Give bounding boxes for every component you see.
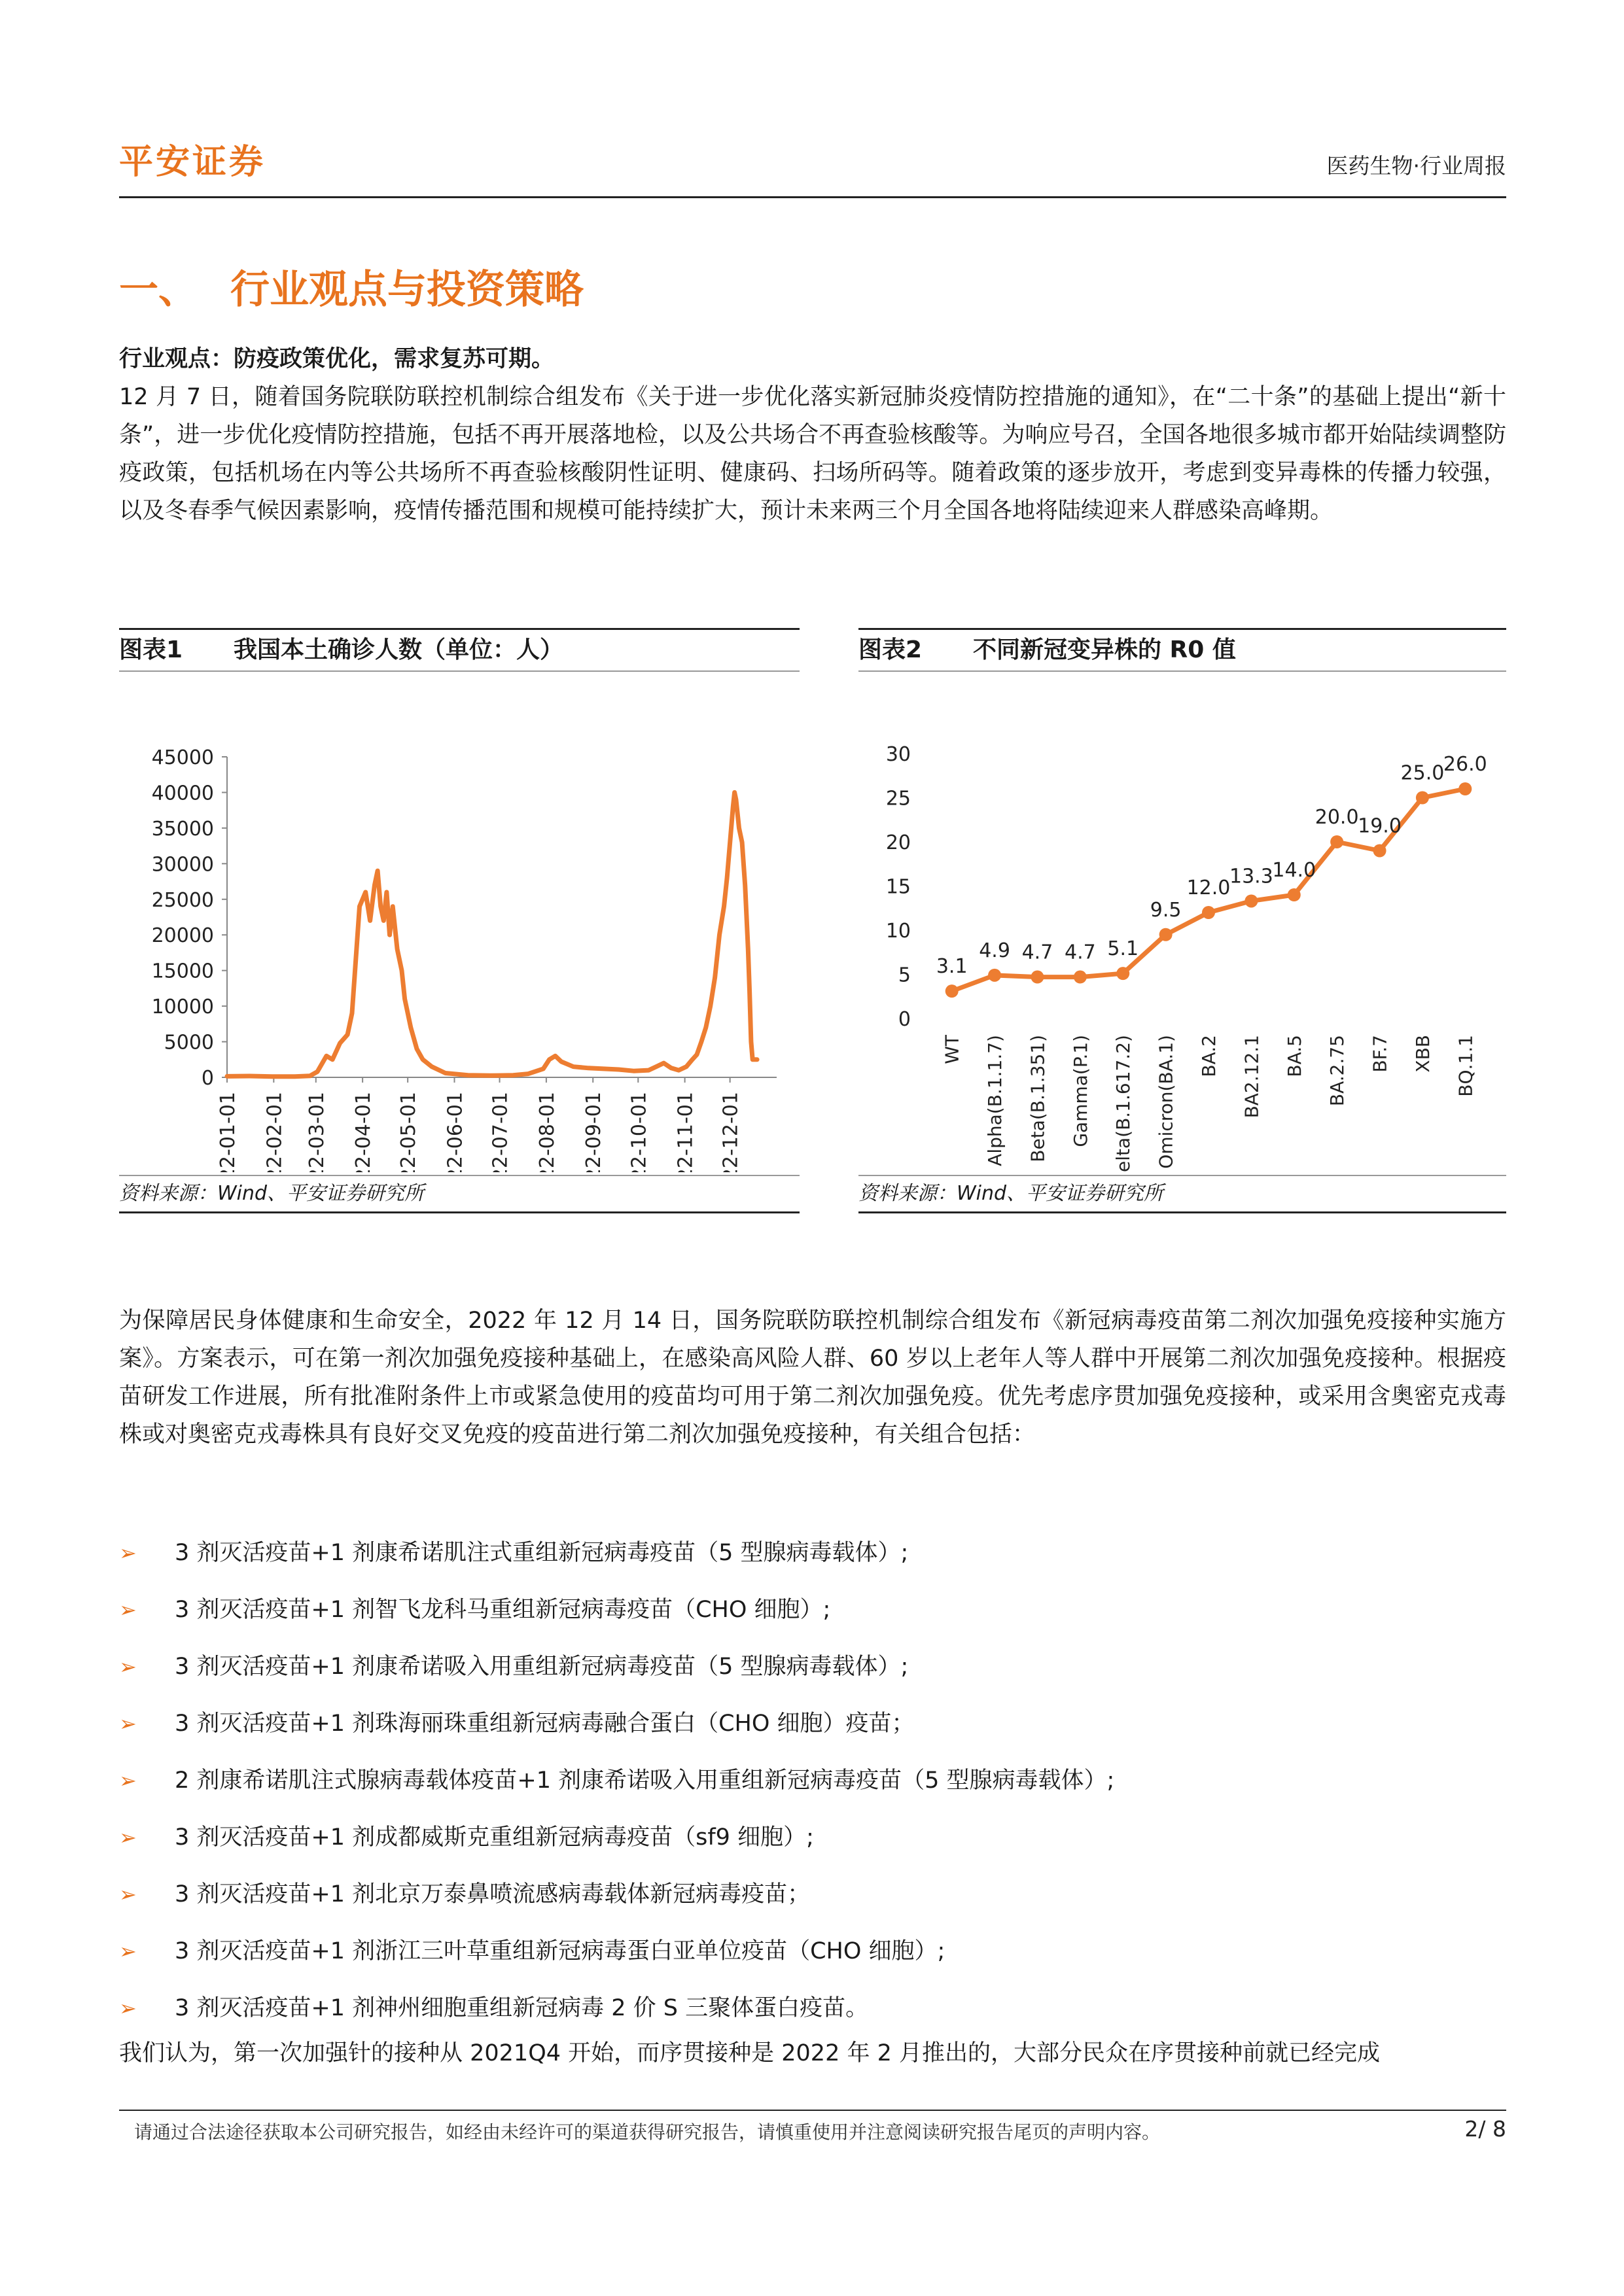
x-tick-label: Beta(B.1.351) xyxy=(1027,1035,1049,1162)
x-tick-label: 2022-11-01 xyxy=(674,1092,697,1172)
arrow-bullet-icon: ➢ xyxy=(119,1540,137,1565)
data-point xyxy=(1116,967,1129,980)
figure-2-header xyxy=(858,628,1506,672)
data-label: 4.7 xyxy=(1021,941,1053,964)
x-tick-label: 2022-06-01 xyxy=(444,1092,467,1172)
company-logo: 平安证券 xyxy=(119,143,266,182)
x-tick-label: 2022-05-01 xyxy=(397,1092,421,1172)
x-tick-label: 2022-04-01 xyxy=(352,1092,376,1172)
data-point xyxy=(1202,906,1215,919)
figure-2-source: 资料来源：Wind、平安证券研究所 xyxy=(858,1175,1506,1213)
report-type: 医药生物·行业周报 xyxy=(1326,153,1506,179)
x-tick-label: 2022-03-01 xyxy=(305,1092,328,1172)
footer-disclaimer: 请通过合法途径获取本公司研究报告，如经由未经许可的渠道获得研究报告，请慎重使用并注意阅读研究报告尾页的声明内容。 xyxy=(134,2121,1161,2143)
x-tick-label: 2022-07-01 xyxy=(489,1092,512,1172)
data-label: 13.3 xyxy=(1229,865,1273,888)
figure-1-title: 我国本土确诊人数（单位：人） xyxy=(234,636,564,663)
x-tick-label: BA.5 xyxy=(1283,1035,1305,1077)
data-label: 20.0 xyxy=(1315,806,1359,829)
viewpoint-paragraph: 12 月 7 日，随着国务院联防联控机制综合组发布《关于进一步优化落实新冠肺炎疫情防控措施的通知》，在“二十条”的基础上提出“新十条”，进一步优化疫情防控措施，包括不再开展落地检，以及公共场合不再查验核酸等。为响应号召，全国各地很多城市都开始陆续调整防疫政策，包括机场在内等公共场所不再查验核酸阴性证明、健康码、扫场所码等。随着政策的逐步放开，考虑到变异毒株的传播力较强，以及冬春季气候因素影响，疫情传播范围和规模可能持续扩大，预计未来两三个月全国各地将陆续迎来人群感染高峰期。 xyxy=(119,384,1506,524)
y-tick-label: 25000 xyxy=(151,888,214,912)
x-tick-label: 2022-09-01 xyxy=(582,1092,606,1172)
series-line xyxy=(227,792,757,1076)
data-label: 5.1 xyxy=(1107,937,1139,961)
x-tick-label: Delta(B.1.617.2) xyxy=(1112,1035,1135,1172)
data-point xyxy=(1416,791,1429,805)
section-heading xyxy=(119,258,584,315)
footer-divider xyxy=(119,2110,1506,2111)
data-label: 3.1 xyxy=(936,955,968,979)
y-tick-label: 25 xyxy=(885,787,911,810)
vaccine-paragraph: 为保障居民身体健康和生命安全，2022 年 12 月 14 日，国务院联防联控机制综合组发布《新冠病毒疫苗第二剂次加强免疫接种实施方案》。方案表示，可在第一剂次加强免疫接种基础上，在感染高风险人群、60 岁以上老年人等人群中开展第二剂次加强免疫接种。根据疫苗研发工作进展，所有批准附条件上市或紧急使用的疫苗均可用于第二剂次加强免疫。优先考虑序贯加强免疫接种，或采用含奥密克戎毒株或对奥密克戎毒株具有良好交叉免疫的疫苗进行第二剂次加强免疫接种，有关组合包括： xyxy=(119,1308,1506,1448)
y-tick-label: 15 xyxy=(885,875,911,899)
data-label: 4.7 xyxy=(1064,941,1096,964)
x-tick-label: WT xyxy=(941,1035,963,1064)
x-tick-label: 2022-08-01 xyxy=(535,1092,559,1172)
figure-2-title: 不同新冠变异株的 R0 值 xyxy=(973,636,1236,663)
figure-1-number: 图表1 xyxy=(119,636,183,663)
data-point xyxy=(1159,928,1173,941)
x-tick-label: BA2.12.1 xyxy=(1241,1035,1263,1119)
figure-2-number: 图表2 xyxy=(858,636,923,663)
data-point xyxy=(988,969,1001,982)
data-point xyxy=(1373,844,1386,858)
figure-1-header xyxy=(119,628,800,672)
arrow-bullet-icon: ➢ xyxy=(119,1768,137,1793)
arrow-bullet-icon: ➢ xyxy=(119,1825,137,1850)
y-tick-label: 40000 xyxy=(151,782,214,805)
y-tick-label: 45000 xyxy=(151,746,214,769)
section-number: 一、 xyxy=(119,267,198,313)
y-tick-label: 20 xyxy=(885,831,911,854)
data-point xyxy=(1288,888,1301,901)
x-tick-label: 2022-02-01 xyxy=(263,1092,287,1172)
y-tick-label: 30 xyxy=(885,743,911,766)
page-number: 2/ 8 xyxy=(1464,2116,1506,2142)
arrow-bullet-icon: ➢ xyxy=(119,1597,137,1622)
data-point xyxy=(1031,971,1044,984)
data-label: 12.0 xyxy=(1186,877,1231,899)
x-tick-label: BA.2.75 xyxy=(1326,1035,1349,1107)
data-point xyxy=(945,984,959,998)
data-label: 9.5 xyxy=(1150,898,1182,922)
y-tick-label: 30000 xyxy=(151,853,214,877)
arrow-bullet-icon: ➢ xyxy=(119,1654,137,1679)
arrow-bullet-icon: ➢ xyxy=(119,1996,137,2021)
figure-1-source: 资料来源：Wind、平安证券研究所 xyxy=(119,1175,800,1213)
data-point xyxy=(1074,971,1087,984)
data-point xyxy=(1244,894,1258,907)
data-point xyxy=(1458,782,1472,795)
header-divider xyxy=(119,196,1506,198)
data-label: 19.0 xyxy=(1358,814,1402,838)
y-tick-label: 15000 xyxy=(151,960,214,983)
x-tick-label: 2022-10-01 xyxy=(627,1092,651,1172)
data-point xyxy=(1330,835,1343,848)
arrow-bullet-icon: ➢ xyxy=(119,1882,137,1907)
x-tick-label: 2022-12-01 xyxy=(719,1092,743,1172)
y-tick-label: 0 xyxy=(201,1067,214,1090)
y-tick-label: 0 xyxy=(898,1008,911,1031)
data-label: 4.9 xyxy=(979,939,1010,962)
y-tick-label: 5000 xyxy=(164,1031,214,1054)
y-tick-label: 35000 xyxy=(151,817,214,841)
y-tick-label: 10 xyxy=(885,920,911,943)
figure-1 xyxy=(119,628,800,1213)
arrow-bullet-icon: ➢ xyxy=(119,1711,137,1736)
x-tick-label: XBB xyxy=(1411,1035,1434,1073)
data-label: 25.0 xyxy=(1400,761,1445,785)
y-tick-label: 5 xyxy=(898,964,911,987)
x-tick-label: BQ.1.1 xyxy=(1455,1035,1477,1097)
figure-1-chart xyxy=(119,672,800,1172)
x-tick-label: BA.2 xyxy=(1198,1035,1220,1077)
y-tick-label: 20000 xyxy=(151,924,214,948)
viewpoint-title: 行业观点：防疫政策优化，需求复苏可期。 xyxy=(119,346,555,372)
x-tick-label: Gamma(P.1) xyxy=(1069,1035,1091,1147)
x-tick-label: Omicron(BA.1) xyxy=(1155,1035,1177,1169)
conclusion-paragraph: 我们认为，第一次加强针的接种从 2021Q4 开始，而序贯接种是 2022 年 2 月推出的，大部分民众在序贯接种前就已经完成 xyxy=(119,2040,1380,2066)
section-title: 行业观点与投资策略 xyxy=(230,267,584,313)
data-label: 26.0 xyxy=(1443,753,1487,776)
figure-2 xyxy=(858,628,1506,1213)
arrow-bullet-icon: ➢ xyxy=(119,1939,137,1964)
y-tick-label: 10000 xyxy=(151,996,214,1019)
figure-2-chart xyxy=(858,672,1506,1172)
x-tick-label: 2022-01-01 xyxy=(217,1092,239,1172)
x-tick-label: BF.7 xyxy=(1369,1035,1391,1073)
x-tick-label: Alpha(B.1.1.7) xyxy=(984,1035,1006,1166)
data-label: 14.0 xyxy=(1272,859,1316,882)
